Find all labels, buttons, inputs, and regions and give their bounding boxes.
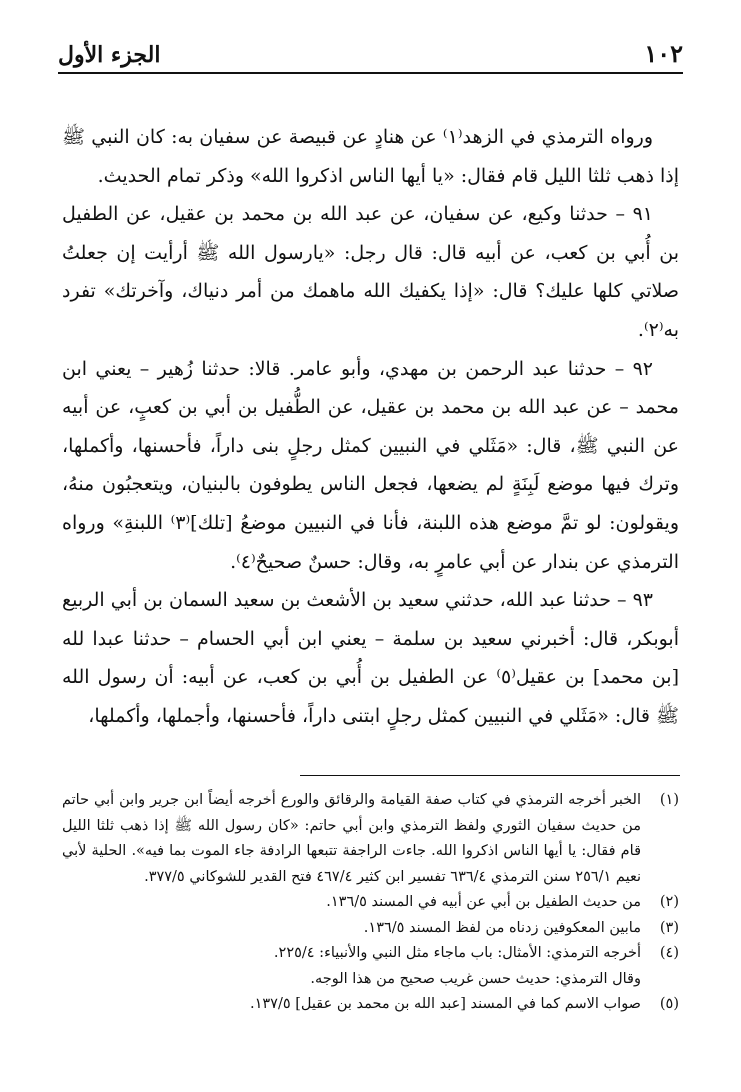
footnote-number: (٢) xyxy=(659,894,679,910)
footnote-4 xyxy=(62,941,679,967)
footnote-number: (١) xyxy=(659,792,679,808)
main-text xyxy=(62,118,679,736)
footnote-5 xyxy=(62,992,679,1018)
footnote-2 xyxy=(62,890,679,916)
footnote-number: (٥) xyxy=(659,996,679,1012)
page-number: ١٠٢ xyxy=(644,39,683,68)
hadith-92: ٩٢ – حدثنا عبد الرحمن بن مهدي، وأبو عامر. قالا: حدثنا زُهير – يعني ابن محمد – عن عبد الله بن محمد بن عقيل، عن الطُّفيل بن أبي بن كعبٍ، عن أبيه عن النبي ﷺ، قال: «مَثَلي في النبيين كمثل رجلٍ بنى داراً، فأحسنها، وأكملها، وترك فيها موضع لَبِنَةٍ لم يضعها، فجعل الناس يطوفون بالبنيان، ويتعجبُون منهُ، ويقولون: لو تمَّ موضع هذه اللبنة، فأنا في النبيين موضعُ [تلك]⁽٣⁾ اللبنةِ» ورواه الترمذي عن بندار عن أبي عامرٍ به، وقال: حسنٌ صحيحٌ⁽٤⁾. xyxy=(62,357,680,573)
footnote-text: أخرجه الترمذي: الأمثال: باب ماجاء مثل النبي والأنبياء: ٢٢٥/٤. xyxy=(273,945,641,961)
footnote-text: من حديث الطفيل بن أبي عن أبيه في المسند ١٣٦/٥. xyxy=(326,894,641,910)
footnote-number: (٣) xyxy=(659,919,679,936)
footnote-text: مابين المعكوفين زدناه من لفظ المسند ١٣٦/٥. xyxy=(363,919,641,936)
paragraph: ورواه الترمذي في الزهد⁽١⁾ عن هنادٍ عن قبيصة عن سفيان به: كان النبي ﷺ إذا ذهب ثلثا الليل قام فقال: «يا أيها الناس اذكروا الله» وذكر تمام الحديث. xyxy=(62,126,679,187)
hadith-93: ٩٣ – حدثنا عبد الله، حدثني سعيد بن الأشعث بن سعيد السمان بن أبي الربيع أبوبكر، قال: أخبرني سعيد بن سلمة – يعني ابن أبي الحسام – حدثنا عبدا لله [بن محمد] بن عقيل⁽٥⁾ عن الطفيل بن أُبي بن كعب، عن أبيه: أن رسول الله ﷺ قال: «مَثَلي في النبيين كمثل رجلٍ ابتنى داراً، فأحسنها، وأجملها، وأكملها، xyxy=(62,589,679,727)
footnote-1 xyxy=(62,788,679,890)
footnote-number: (٤) xyxy=(659,945,679,961)
page-title: الجزء الأول xyxy=(58,42,161,68)
hadith-91: ٩١ – حدثنا وكيع، عن سفيان، عن عبد الله بن محمد بن عقيل، عن الطفيل بن أُبي بن كعب، عن أبيه قال: قال رجل: «يارسول الله ﷺ أرأيت إن جعلتُ صلاتي كلها عليك؟ قال: «إذا يكفيك الله ماهمك من أمر دنياك، وآخرتك» تفرد به⁽٢⁾. xyxy=(62,203,679,341)
footnote-text: صواب الاسم كما في المسند [عبد الله بن محمد بن عقيل] ١٣٧/٥. xyxy=(250,996,641,1012)
footnote-3 xyxy=(62,916,679,942)
footnote-divider xyxy=(300,775,680,776)
header-divider xyxy=(58,72,683,74)
footnote-4-continuation: وقال الترمذي: حديث حسن غريب صحيح من هذا الوجه. xyxy=(310,970,641,987)
footnote-text: الخبر أخرجه الترمذي في كتاب صفة القيامة والرقائق والورع أخرجه أيضاً ابن جرير وابن أبي حاتم من حديث سفيان الثوري ولفظ الترمذي وابن أبي حاتم: «كان رسول الله ﷺ إذا ذهب ثلثا الليل قام فقال: يا أيها الناس اذكروا الله. جاءت الراجفة تتبعها الرادفة جاء الموت بما فيه». الحلية لأبي نعيم ٢٥٦/١ سنن الترمذي ٦٣٦/٤ تفسير ابن كثير ٤٦٧/٤ فتح القدير للشوكاني ٣٧٧/٥. xyxy=(62,792,641,885)
footnotes xyxy=(62,788,679,1018)
page-header xyxy=(58,34,683,68)
